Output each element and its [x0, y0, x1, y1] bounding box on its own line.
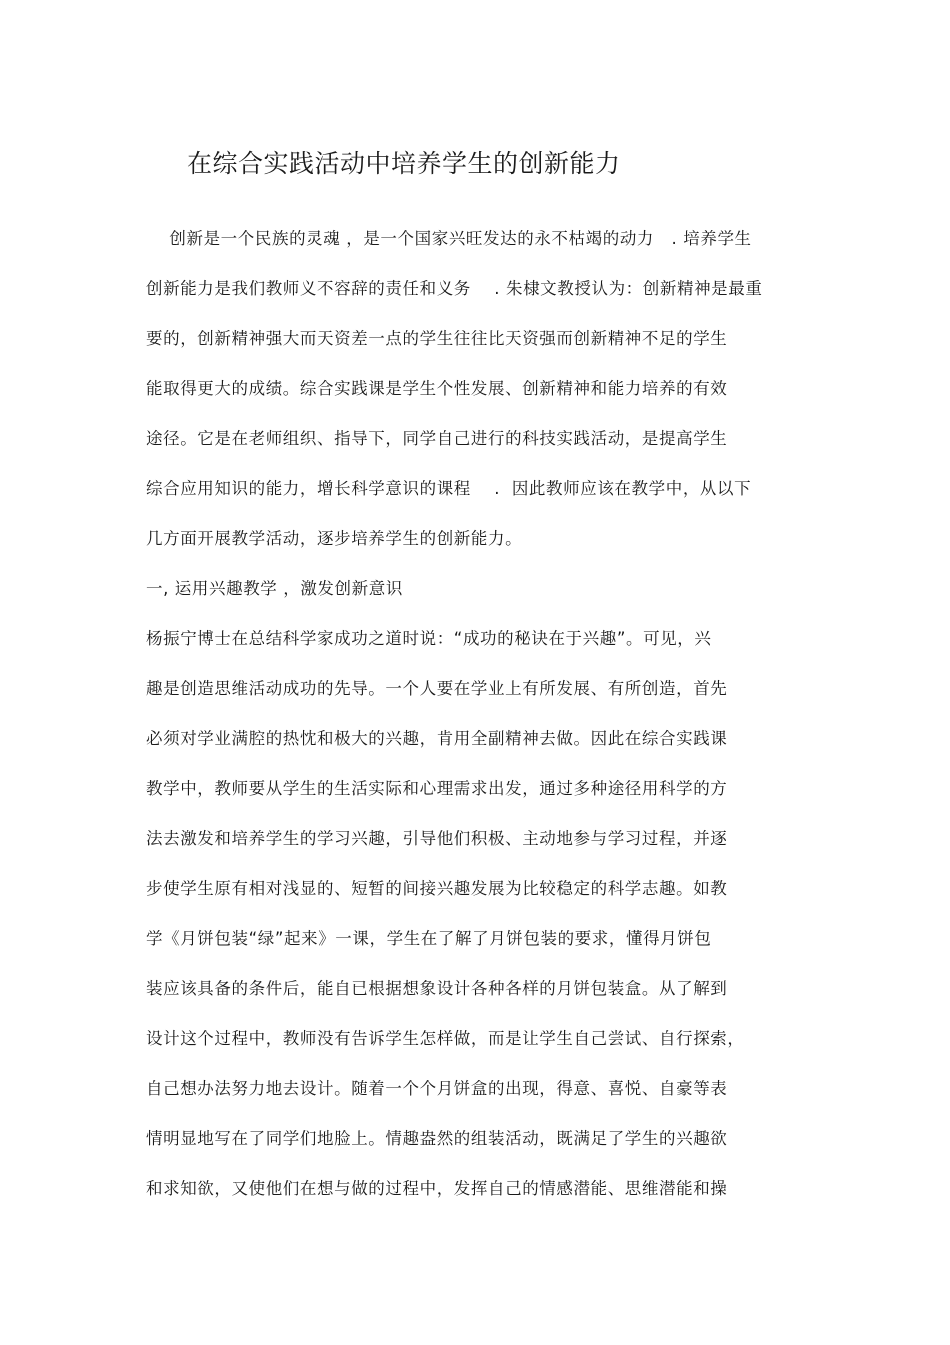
paragraph-line: 装应该具备的条件后，能自已根据想象设计各种各样的月饼包装盒。从了解到 — [146, 979, 728, 998]
section-heading: 一, 运用兴趣教学 ，激发创新意识 — [146, 579, 403, 598]
paragraph-line: 法去激发和培养学生的学习兴趣，引导他们积极、主动地参与学习过程，并逐 — [146, 829, 728, 848]
paragraph-line: 几方面开展教学活动，逐步培养学生的创新能力。 — [146, 529, 523, 548]
paragraph-line: 和求知欲，又使他们在想与做的过程中，发挥自己的情感潜能、思维潜能和操 — [146, 1179, 728, 1198]
paragraph-line: 必须对学业满腔的热忱和极大的兴趣，肯用全副精神去做。因此在综合实践课 — [146, 729, 728, 748]
paragraph-line: 能取得更大的成绩。综合实践课是学生个性发展、创新精神和能力培养的有效 — [146, 379, 728, 398]
paragraph-line: 步使学生原有相对浅显的、短暂的间接兴趣发展为比较稳定的科学志趣。如教 — [146, 879, 728, 898]
paragraph-line: 途径。它是在老师组织、指导下，同学自己进行的科技实践活动，是提高学生 — [146, 429, 728, 448]
paragraph-line: 学《月饼包装“绿”起来》一课，学生在了解了月饼包装的要求，懂得月饼包 — [146, 929, 712, 948]
paragraph-line: 情明显地写在了同学们地脸上。情趣盎然的组装活动，既满足了学生的兴趣欲 — [146, 1129, 728, 1148]
paragraph-line: 自己想办法努力地去设计。随着一个个月饼盒的出现，得意、喜悦、自豪等表 — [146, 1079, 728, 1098]
paragraph-line: 教学中，教师要从学生的生活实际和心理需求出发，通过多种途径用科学的方 — [146, 779, 728, 798]
paragraph-line: 创新能力是我们教师义不容辞的责任和义务 . 朱棣文教授认为：创新精神是最重 — [146, 279, 763, 298]
paragraph-line: 创新是一个民族的灵魂 ，是一个国家兴旺发达的永不枯竭的动力 . 培养学生 — [146, 229, 752, 248]
paragraph-line: 趣是创造思维活动成功的先导。一个人要在学业上有所发展、有所创造，首先 — [146, 679, 728, 698]
paragraph-line: 综合应用知识的能力，增长科学意识的课程 . 因此教师应该在教学中，从以下 — [146, 479, 752, 498]
paragraph-line: 设计这个过程中，教师没有告诉学生怎样做，而是让学生自己尝试、自行探索， — [146, 1029, 745, 1048]
paragraph-line: 要的，创新精神强大而天资差一点的学生往往比天资强而创新精神不足的学生 — [146, 329, 728, 348]
paragraph-line: 杨振宁博士在总结科学家成功之道时说：“成功的秘诀在于兴趣”。可见，兴 — [146, 629, 712, 648]
document-title: 在综合实践活动中培养学生的创新能力 — [187, 149, 621, 178]
